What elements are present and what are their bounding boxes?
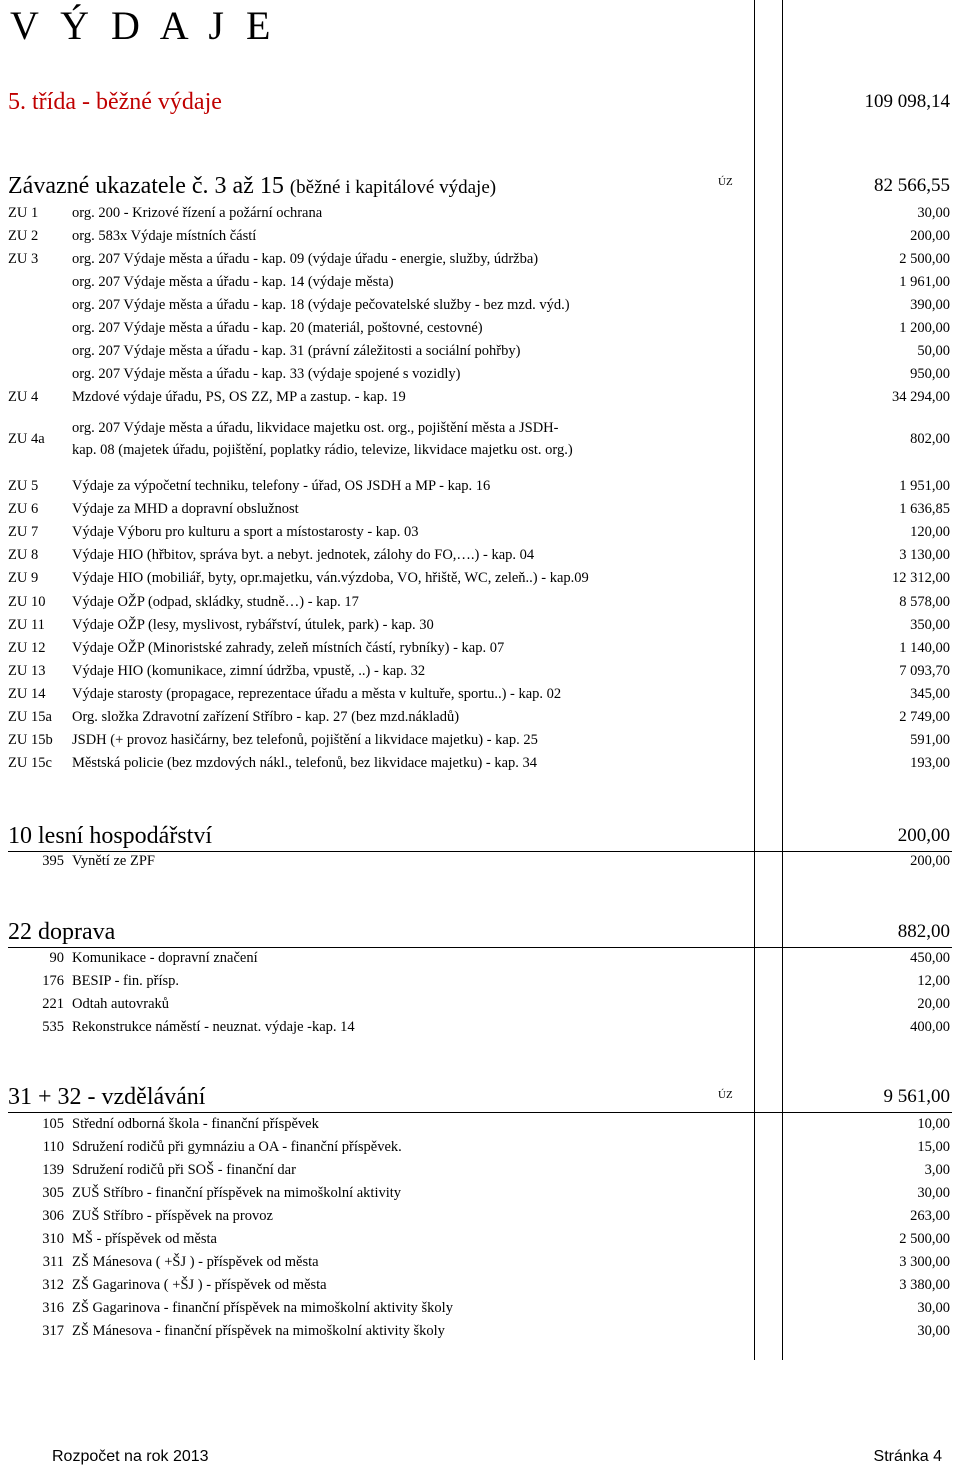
footer-right: Stránka 4 (873, 1448, 942, 1465)
item-number: 316 (42, 1300, 64, 1316)
binding-amount: 82 566,55 (874, 175, 950, 196)
zu4a-code: ZU 4a (8, 431, 45, 447)
class5-label: 5. třída - běžné výdaje (8, 89, 222, 115)
zu-amount: 8 578,00 (899, 593, 950, 610)
item-amount: 10,00 (917, 1116, 950, 1132)
item-description: Rekonstrukce náměstí - neuznat. výdaje -kap. 14 (72, 1019, 355, 1035)
zu-amount: 12 312,00 (892, 570, 950, 587)
item-amount: 12,00 (917, 973, 950, 989)
item-description: ZŠ Gagarinova ( +ŠJ ) - příspěvek od města (72, 1277, 327, 1293)
item-description: Komunikace - dopravní značení (72, 950, 258, 966)
item-amount: 2 500,00 (899, 1231, 950, 1247)
item-amount: 30,00 (917, 1300, 950, 1316)
item-amount: 400,00 (910, 1019, 950, 1035)
forestry-label: 10 lesní hospodářství (8, 823, 212, 849)
binding-label: Závazné ukazatele č. 3 až 15 (8, 173, 284, 199)
item-number: 395 (42, 853, 64, 869)
binding-uz: ÚZ (718, 176, 733, 188)
zu-code: ZU 6 (8, 501, 39, 518)
zu-description: Výdaje za MHD a dopravní obslužnost (72, 501, 299, 518)
footer-left: Rozpočet na rok 2013 (52, 1448, 209, 1465)
forestry-amount: 200,00 (897, 825, 950, 846)
item-description: Odtah autovraků (72, 996, 170, 1012)
item-number: 105 (42, 1116, 64, 1132)
zu-code: ZU 8 (8, 547, 39, 564)
zu-amount: 34 294,00 (892, 389, 950, 405)
education-label: 31 + 32 - vzdělávání (8, 1084, 206, 1110)
zu-description: Výdaje Výboru pro kulturu a sport a místostarosty - kap. 03 (72, 524, 419, 541)
item-description: Vynětí ze ZPF (72, 853, 155, 869)
zu-description: org. 207 Výdaje města a úřadu - kap. 18 (výdaje pečovatelské služby - bez mzd. výd.) (72, 297, 570, 313)
zu-amount: 200,00 (910, 228, 950, 244)
zu-code: ZU 15a (8, 709, 52, 725)
zu-description: org. 200 - Krizové řízení a požární ochrana (72, 205, 323, 221)
item-description: Střední odborná škola - finanční příspěvek (72, 1116, 319, 1132)
item-number: 221 (42, 996, 64, 1012)
zu4a-amount: 802,00 (910, 431, 950, 447)
class5-amount: 109 098,14 (864, 91, 950, 112)
zu-description: Mzdové výdaje úřadu, PS, OS ZZ, MP a zastup. - kap. 19 (72, 389, 406, 405)
zu-description: JSDH (+ provoz hasičárny, bez telefonů, pojištění a likvidace majetku) - kap. 25 (72, 732, 538, 749)
zu-description: org. 207 Výdaje města a úřadu - kap. 33 (výdaje spojené s vozidly) (72, 366, 461, 382)
item-number: 535 (42, 1019, 64, 1035)
item-amount: 30,00 (917, 1323, 950, 1339)
zu-code: ZU 11 (8, 616, 45, 633)
column-divider-amount (782, 0, 783, 1360)
zu-amount: 120,00 (910, 524, 950, 541)
item-amount: 15,00 (917, 1139, 950, 1155)
item-number: 90 (49, 950, 64, 966)
zu-code: ZU 15b (8, 732, 53, 749)
zu4a-line2: kap. 08 (majetek úřadu, pojištění, poplatky rádio, televize, likvidace majetku ost. org.) (72, 442, 573, 458)
item-description: ZŠ Gagarinova - finanční příspěvek na mimoškolní aktivity školy (72, 1300, 453, 1316)
zu-amount: 1 961,00 (899, 274, 950, 290)
zu-amount: 193,00 (910, 755, 950, 772)
zu-code: ZU 3 (8, 251, 39, 267)
zu-code: ZU 4 (8, 389, 39, 405)
item-description: BESIP - fin. přísp. (72, 973, 180, 989)
transport-amount: 882,00 (897, 921, 950, 942)
item-description: ZUŠ Stříbro - příspěvek na provoz (72, 1208, 273, 1224)
binding-suffix: (běžné i kapitálové výdaje) (289, 177, 497, 198)
zu-description: org. 583x Výdaje místních částí (72, 228, 257, 244)
zu-amount: 1 636,85 (899, 501, 950, 518)
item-number: 139 (42, 1162, 64, 1178)
education-amount: 9 561,00 (883, 1086, 950, 1107)
item-number: 305 (42, 1185, 64, 1201)
zu-amount: 2 749,00 (899, 709, 950, 725)
item-description: MŠ - příspěvek od města (72, 1231, 217, 1247)
zu4a-row (0, 418, 960, 460)
item-number: 311 (42, 1254, 64, 1270)
zu-amount: 350,00 (910, 616, 950, 633)
zu-code: ZU 2 (8, 228, 39, 244)
zu-amount: 591,00 (910, 732, 950, 749)
zu-amount: 30,00 (917, 205, 950, 221)
zu-code: ZU 5 (8, 478, 39, 494)
zu4a-line1: org. 207 Výdaje města a úřadu, likvidace majetku ost. org., pojištění města a JSDH- (72, 420, 559, 436)
zu-amount: 390,00 (910, 297, 950, 313)
zu-code: ZU 9 (8, 570, 39, 587)
zu-amount: 50,00 (917, 343, 950, 359)
page-title: V Ý D A J E (10, 3, 277, 48)
item-amount: 20,00 (917, 996, 950, 1012)
zu-code: ZU 15c (8, 755, 52, 772)
education-uz: ÚZ (718, 1089, 733, 1101)
zu-amount: 345,00 (910, 685, 950, 702)
zu-description: Výdaje OŽP (Minoristské zahrady, zeleň místních částí, rybníky) - kap. 07 (72, 639, 505, 656)
item-amount: 3,00 (924, 1162, 950, 1178)
zu-code: ZU 12 (8, 639, 46, 656)
zu-code: ZU 14 (8, 685, 46, 702)
item-number: 306 (42, 1208, 64, 1224)
item-amount: 3 300,00 (899, 1254, 950, 1270)
zu-amount: 1 140,00 (899, 639, 950, 656)
zu-description: org. 207 Výdaje města a úřadu - kap. 14 (výdaje města) (72, 274, 394, 290)
item-amount: 200,00 (910, 853, 950, 869)
zu-amount: 2 500,00 (899, 251, 950, 267)
zu-amount: 1 200,00 (899, 320, 950, 336)
zu-description: Výdaje HIO (hřbitov, správa byt. a nebyt. jednotek, zálohy do FO,….) - kap. 04 (72, 547, 535, 564)
zu-description: org. 207 Výdaje města a úřadu - kap. 09 (výdaje úřadu - energie, služby, údržba) (72, 251, 539, 267)
zu-code: ZU 10 (8, 593, 46, 610)
item-amount: 30,00 (917, 1185, 950, 1201)
item-description: ZUŠ Stříbro - finanční příspěvek na mimoškolní aktivity (72, 1185, 402, 1201)
item-description: Sdružení rodičů při SOŠ - finanční dar (72, 1162, 296, 1178)
transport-label: 22 doprava (8, 919, 116, 945)
zu-description: Výdaje OŽP (odpad, skládky, studně…) - kap. 17 (72, 593, 359, 610)
item-description: ZŠ Mánesova - finanční příspěvek na mimoškolní aktivity školy (72, 1323, 445, 1339)
zu-amount: 7 093,70 (899, 662, 950, 679)
zu-description: Městská policie (bez mzdových nákl., telefonů, bez likvidace majetku) - kap. 34 (72, 755, 538, 772)
item-number: 310 (42, 1231, 64, 1247)
zu-description: Výdaje OŽP (lesy, myslivost, rybářství, útulek, park) - kap. 30 (72, 616, 434, 633)
zu-description: org. 207 Výdaje města a úřadu - kap. 31 (právní záležitosti a sociální pohřby) (72, 343, 521, 359)
item-number: 176 (42, 973, 64, 989)
zu-description: Výdaje HIO (mobiliář, byty, opr.majetku, ván.výzdoba, VO, hřiště, WC, zeleň..) - kap.09 (72, 570, 589, 587)
zu-description: org. 207 Výdaje města a úřadu - kap. 20 (materiál, poštovné, cestovné) (72, 320, 483, 336)
education-underline (8, 1112, 952, 1113)
item-description: ZŠ Mánesova ( +ŠJ ) - příspěvek od města (72, 1254, 319, 1270)
zu-code: ZU 1 (8, 205, 39, 221)
item-amount: 450,00 (910, 950, 950, 966)
column-divider-uz (754, 0, 755, 1360)
zu-description: Výdaje starosty (propagace, reprezentace úřadu a města v kultuře, sportu..) - kap. 02 (72, 685, 562, 702)
zu-description: Výdaje za výpočetní techniku, telefony - úřad, OS JSDH a MP - kap. 16 (72, 478, 491, 494)
item-amount: 3 380,00 (899, 1277, 950, 1293)
item-amount: 263,00 (910, 1208, 950, 1224)
zu-amount: 3 130,00 (899, 547, 950, 564)
zu-code: ZU 7 (8, 524, 39, 541)
item-number: 317 (42, 1323, 64, 1339)
zu-code: ZU 13 (8, 662, 46, 679)
item-description: Sdružení rodičů při gymnáziu a OA - finanční příspěvek. (72, 1139, 402, 1155)
item-number: 110 (42, 1139, 64, 1155)
zu-amount: 950,00 (910, 366, 950, 382)
zu-description: Výdaje HIO (komunikace, zimní údržba, vpustě, ..) - kap. 32 (72, 662, 426, 679)
zu-description: Org. složka Zdravotní zařízení Stříbro - kap. 27 (bez mzd.nákladů) (72, 709, 460, 725)
zu-amount: 1 951,00 (899, 478, 950, 494)
item-number: 312 (42, 1277, 64, 1293)
